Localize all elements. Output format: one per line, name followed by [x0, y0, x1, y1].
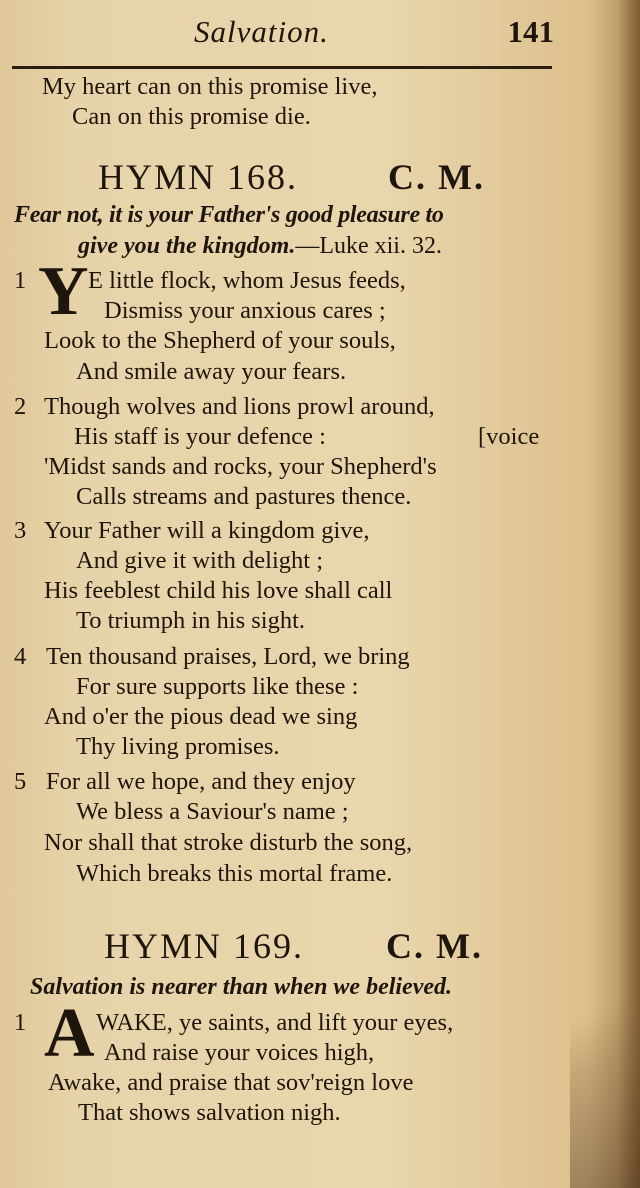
verse-line: Which breaks this mortal frame.	[76, 860, 393, 887]
verse-line: Your Father will a kingdom give,	[44, 517, 370, 544]
hymn-168-meter: C. M.	[388, 157, 485, 197]
verse-line: Nor shall that stroke disturb the song,	[44, 829, 413, 856]
verse-line: That shows salvation nigh.	[78, 1099, 341, 1126]
verse-line: 'Midst sands and rocks, your Shepherd's	[44, 453, 437, 480]
verse-line: Dismiss your anxious cares ;	[104, 297, 386, 324]
verse-line: E little flock, whom Jesus feeds,	[88, 267, 406, 294]
drop-cap: A	[44, 995, 95, 1072]
page-number: 141	[507, 14, 554, 49]
verse-number: 3	[14, 517, 27, 544]
hymn-168-epigraph-line2	[78, 231, 442, 261]
hymn-168-epigraph-line1: Fear not, it is your Father's good pleasure to	[14, 202, 444, 228]
verse-line: We bless a Saviour's name ;	[76, 798, 349, 825]
verse-number: 2	[14, 393, 27, 420]
page-header	[14, 14, 554, 58]
carry-over-line: My heart can on this promise live,	[42, 73, 378, 100]
verse-line: Calls streams and pastures thence.	[76, 483, 412, 510]
verse-line: His feeblest child his love shall call	[44, 577, 393, 604]
running-title: Salvation.	[194, 14, 329, 49]
carry-over-line: Can on this promise die.	[72, 103, 311, 130]
verse-number: 5	[14, 768, 27, 795]
verse-line: Awake, and praise that sov'reign love	[48, 1069, 414, 1096]
verse-line: Ten thousand praises, Lord, we bring	[46, 643, 410, 670]
verse-number: 1	[14, 267, 27, 294]
verse-line: And o'er the pious dead we sing	[44, 703, 358, 730]
verse-line: And give it with delight ;	[76, 547, 324, 574]
verse-line: Though wolves and lions prowl around,	[44, 393, 435, 420]
verse-number: 1	[14, 1009, 27, 1036]
scripture-reference: —Luke xii. 32.	[295, 233, 442, 259]
turnover-word: [voice	[478, 423, 540, 450]
verse-number: 4	[14, 643, 27, 670]
header-rule	[12, 66, 552, 69]
hymn-169-epigraph: Salvation is nearer than when we believed.	[30, 974, 453, 1000]
verse-line: His staff is your defence :	[74, 423, 326, 450]
drop-cap: Y	[38, 253, 89, 330]
hymn-169-meter: C. M.	[386, 926, 483, 966]
verse-line: WAKE, ye saints, and lift your eyes,	[96, 1009, 454, 1036]
page-corner-wear	[570, 888, 640, 1188]
verse-line: And raise your voices high,	[104, 1039, 375, 1066]
hymn-168-title: HYMN 168.	[98, 157, 299, 197]
verse-line: Thy living promises.	[76, 733, 280, 760]
verse-line: Look to the Shepherd of your souls,	[44, 327, 396, 354]
verse-line: For sure supports like these :	[76, 673, 359, 700]
epigraph-italic: give you the kingdom.	[78, 233, 296, 259]
hymn-169-title: HYMN 169.	[104, 926, 305, 966]
verse-line: And smile away your fears.	[76, 358, 347, 385]
verse-line: For all we hope, and they enjoy	[46, 768, 356, 795]
verse-line: To triumph in his sight.	[76, 607, 306, 634]
